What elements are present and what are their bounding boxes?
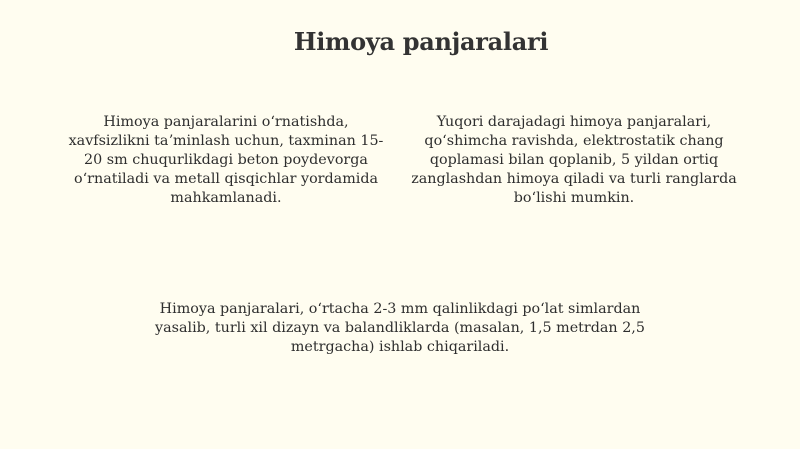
text-block-bottom: Himoya panjaralari, oʻrtacha 2-3 mm qalinlikdagi poʻlat simlardan yasalib, turli xil dizayn va balandliklarda (masalan, 1,5 metrdan 2,5 metrgacha) ishlab chiqariladi. <box>155 301 645 355</box>
text-block-left: Himoya panjaralarini oʻrnatishda, xavfsizlikni taʼminlash uchun, taxminan 15- 20 sm chuqurlikdagi beton poydevorga oʻrnatiladi va metall qisqichlar yordamida mahkamlanadi. <box>68 114 384 206</box>
text-block-right: Yuqori darajadagi himoya panjaralari, qoʻshimcha ravishda, elektrostatik chang qoplamasi bilan qoplanib, 5 yildan ortiq zanglashdan himoya qiladi va turli ranglarda boʻlishi mumkin. <box>411 114 737 206</box>
slide-title: Himoya panjaralari <box>293 27 549 56</box>
